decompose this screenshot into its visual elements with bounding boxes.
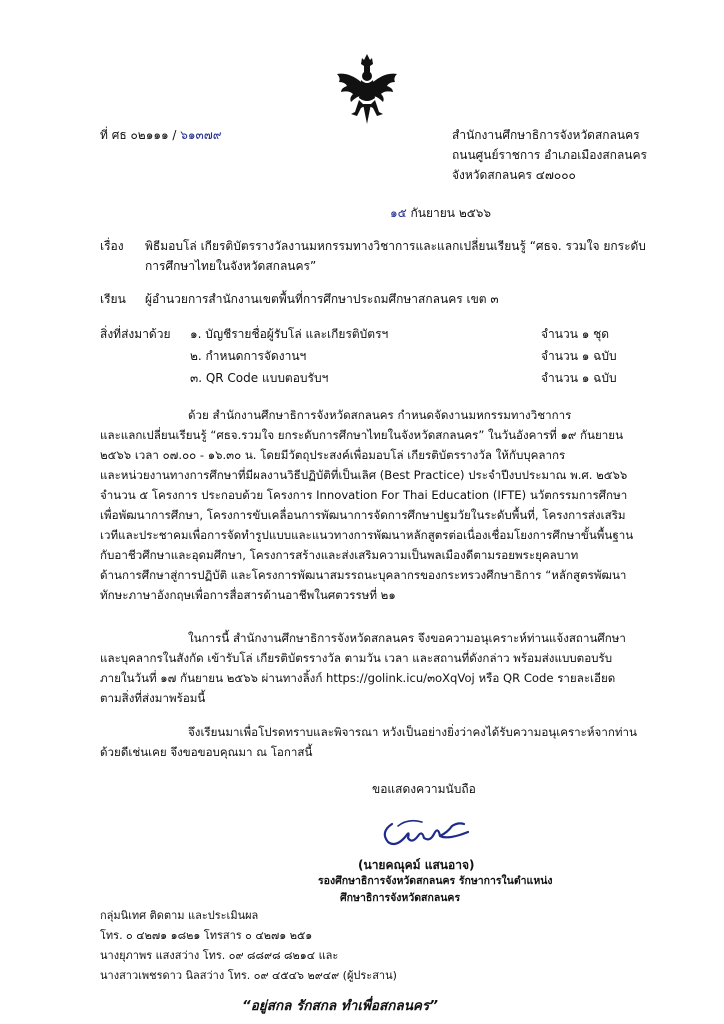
contact-department: กลุ่มนิเทศ ติดตาม และประเมินผล <box>100 909 259 922</box>
enclosure-item: ๓. QR Code แบบตอบรับฯ <box>190 371 329 385</box>
sender-line-3: จังหวัดสกลนคร ๔๗๐๐๐ <box>452 168 576 182</box>
reference-prefix: ที่ ศธ ๐๒๑๑๑ / <box>100 128 181 142</box>
paragraph-line: ภายในวันที่ ๑๗ กันยายน ๒๕๖๖ ผ่านทางลิ้งก์ https://golink.icu/๓oXqVoj หรือ QR Code รายละเอียด <box>100 671 616 685</box>
subject-text <box>145 236 646 276</box>
sender-line-1: สำนักงานศึกษาธิการจังหวัดสกลนคร <box>452 128 640 142</box>
paragraph-line: จำนวน ๕ โครงการ ประกอบด้วย โครงการ Innovation For Thai Education (IFTE) นวัตกรรมการศึกษา <box>100 488 628 502</box>
paragraph-line: ด้วยดีเช่นเคย จึงขอขอบคุณมา ณ โอกาสนี้ <box>100 745 313 759</box>
paragraph-line: และบุคลากรในสังกัด เข้ารับโล่ เกียรติบัตรรางวัล ตามวัน เวลา และสถานที่ดังกล่าว พร้อมส่งแบบตอบรับ <box>100 651 613 665</box>
enclosure-item: ๑. บัญชีรายชื่อผู้รับโล่ และเกียรติบัตรฯ <box>190 327 389 341</box>
garuda-emblem-icon <box>331 52 403 126</box>
paragraph-line: เวทีและประชาคมเพื่อการจัดทำรูปแบบและแนวทางการพัฒนาหลักสูตรต่อเนื่องเชื่อมโยงการศึกษาขั้นพื้นฐาน <box>100 528 634 542</box>
subject-line-1: พิธีมอบโล่ เกียรติบัตรรางวัลงานมหกรรมทางวิชาการและแลกเปลี่ยนเรียนรู้ “ศธจ. รวมใจ ยกระดับ <box>145 239 646 253</box>
contact-block <box>100 906 397 986</box>
paragraph-line: ทักษะภาษาอังกฤษเพื่อการสื่อสารด้านอาชีพในศตวรรษที่ ๒๑ <box>100 588 396 602</box>
contact-person-2: นางสาวเพชรดาว นิลสว่าง โทร. ๐๙ ๔๕๔๖ ๒๙๔๙ (ผู้ประสาน) <box>100 969 397 982</box>
contact-person-1: นางยุภาพร แสงสว่าง โทร. ๐๙ ๘๘๙๘ ๘๒๑๔ และ <box>100 949 339 962</box>
document-date <box>390 203 491 223</box>
body-paragraph-3 <box>100 722 660 762</box>
signer-title-line-2: ศึกษาธิการจังหวัดสกลนคร <box>340 892 461 904</box>
closing-phrase: ขอแสดงความนับถือ <box>372 782 476 796</box>
paragraph-line: ด้วย สำนักงานศึกษาธิการจังหวัดสกลนคร กำหนดจัดงานมหกรรมทางวิชาการ <box>188 408 572 422</box>
contact-phone: โทร. ๐ ๔๒๗๑ ๑๘๒๑ โทรสาร ๐ ๔๒๗๑ ๒๕๑ <box>100 929 313 942</box>
enclosure-quantity: จำนวน ๑ ฉบับ <box>541 349 617 363</box>
body-paragraph-1 <box>100 405 660 605</box>
handwritten-signature <box>378 812 474 852</box>
paragraph-line: เพื่อพัฒนาการศึกษา, โครงการขับเคลื่อนการพัฒนาการจัดการศึกษาปฐมวัยในระดับพื้นที่, โครงการส่งเสริม <box>100 508 626 522</box>
enclosures-label: สิ่งที่ส่งมาด้วย <box>100 327 171 341</box>
paragraph-line: จึงเรียนมาเพื่อโปรดทราบและพิจารณา หวังเป็นอย่างยิ่งว่าคงได้รับความอนุเคราะห์จากท่าน <box>188 725 637 739</box>
subject-line-2: การศึกษาไทยในจังหวัดสกลนคร” <box>145 259 317 273</box>
reference-number <box>100 125 222 145</box>
paragraph-line: และแลกเปลี่ยนเรียนรู้ “ศธจ.รวมใจ ยกระดับการศึกษาไทยในจังหวัดสกลนคร” ในวันอังคารที่ ๑๙ กันยายน <box>100 428 624 442</box>
date-day: ๑๕ <box>390 206 407 220</box>
paragraph-line: ๒๕๖๖ เวลา ๐๗.๐๐ - ๑๖.๓๐ น. โดยมีวัตถุประสงค์เพื่อมอบโล่ เกียรติบัตรรางวัล ให้กับบุคลากร <box>100 448 566 462</box>
signer-name: (นายคณุคม์ แสนอาจ) <box>358 858 475 872</box>
sender-address <box>452 125 647 185</box>
paragraph-line: ด้านการศึกษาสู่การปฏิบัติ และโครงการพัฒนาสมรรถนะบุคลากรของกระทรวงศึกษาธิการ “หลักสูตรพัฒนา <box>100 568 627 582</box>
enclosure-item: ๒. กำหนดการจัดงานฯ <box>190 349 307 363</box>
paragraph-line: และหน่วยงานทางการศึกษาที่มีผลงานวิธีปฏิบัติที่เป็นเลิศ (Best Practice) ประจำปีงบประมาณ พ.ศ. ๒๕๖๖ <box>100 468 628 482</box>
signer-title-line-1: รองศึกษาธิการจังหวัดสกลนคร รักษาการในตำแหน่ง <box>318 875 553 887</box>
paragraph-line: กับอาชีวศึกษาและอุดมศึกษา, โครงการสร้างและส่งเสริมความเป็นพลเมืองดีตามรอยพระยุคลบาท <box>100 548 579 562</box>
reference-handwritten-number: ๖๑๓๗๙ <box>180 128 222 142</box>
recipient-label: เรียน <box>100 292 126 306</box>
recipient-text: ผู้อำนวยการสำนักงานเขตพื้นที่การศึกษาประถมศึกษาสกลนคร เขต ๓ <box>145 292 499 306</box>
enclosure-quantity: จำนวน ๑ ฉบับ <box>541 371 617 385</box>
subject-label: เรื่อง <box>100 239 124 253</box>
body-paragraph-2 <box>100 628 660 708</box>
sender-line-2: ถนนศูนย์ราชการ อำเภอเมืองสกลนคร <box>452 148 647 162</box>
enclosure-quantity: จำนวน ๑ ชุด <box>541 327 610 341</box>
date-month-year: กันยายน ๒๕๖๖ <box>410 206 492 220</box>
paragraph-line: ในการนี้ สำนักงานศึกษาธิการจังหวัดสกลนคร จึงขอความอนุเคราะห์ท่านแจ้งสถานศึกษา <box>188 631 626 645</box>
paragraph-line: ตามสิ่งที่ส่งมาพร้อมนี้ <box>100 691 206 705</box>
footer-slogan: “อยู่สกล รักสกล ทำเพื่อสกลนคร” <box>242 998 438 1014</box>
